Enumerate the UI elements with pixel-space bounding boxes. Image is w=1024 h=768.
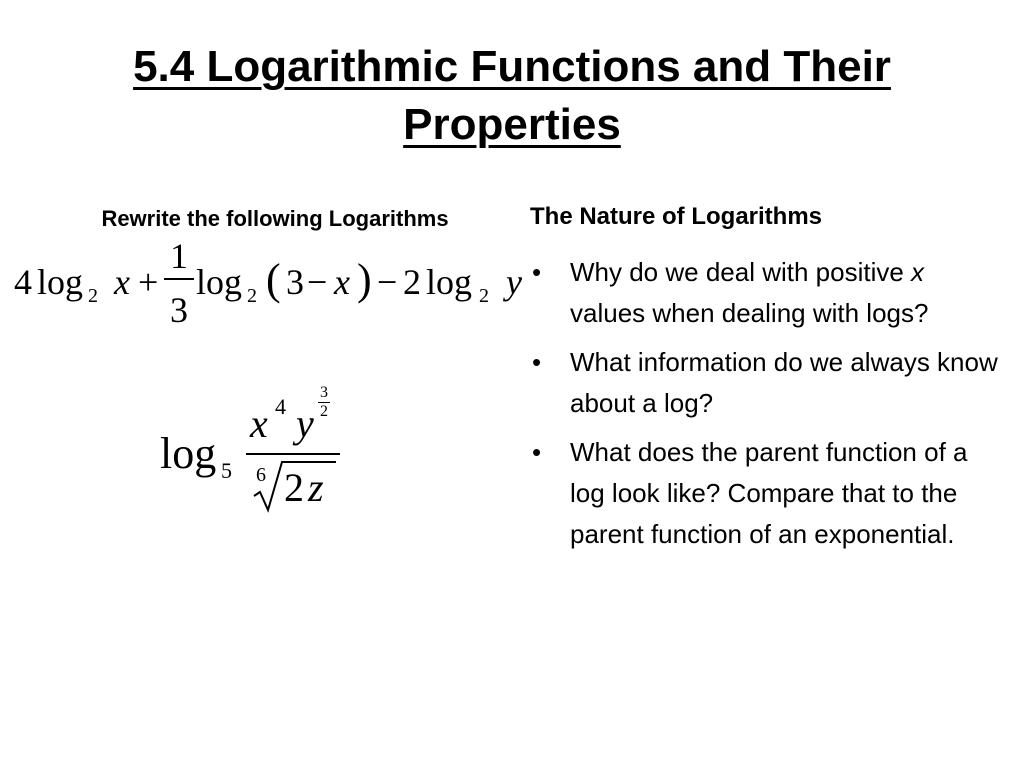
bullet-dot-icon: • (532, 257, 542, 287)
bullet-item (530, 342, 1000, 424)
expr1-base-2: 2 (247, 285, 257, 307)
bullet-text-pre: What does the parent function of a log look like? Compare that to the parent function of an exponential. (570, 437, 968, 549)
bullet-list (530, 252, 1000, 563)
bullet-item (530, 252, 1000, 334)
expr2-radicand-var: z (308, 465, 324, 510)
expr2-fraction-bar (246, 453, 340, 455)
bullet-dot-icon: • (532, 437, 542, 467)
expr2-num-y: y (296, 401, 314, 446)
expr1-var-y: y (506, 262, 522, 302)
expr2-root-index: 6 (256, 464, 266, 486)
bullet-text-pre: Why do we deal with positive (570, 257, 912, 287)
expr2-y-exp-denominator: 2 (320, 403, 328, 420)
expr1-three: 3 (286, 262, 304, 302)
expr1-var-x: x (114, 262, 130, 302)
expr1-coef-4: 4 (14, 262, 32, 302)
expr2-y-exp-numerator: 3 (320, 384, 328, 401)
expr1-base-3: 2 (479, 285, 489, 307)
expr1-log-1: log (37, 262, 84, 302)
expr1-paren-close: ) (357, 255, 372, 304)
expr2-log: log (160, 429, 217, 478)
bullet-text-pre: What information do we always know about a log? (570, 347, 998, 418)
expr1-log-3: log (426, 262, 473, 302)
expr1-paren-open: ( (266, 255, 281, 304)
expr1-plus: + (138, 262, 159, 302)
expr1-log-2: log (196, 262, 243, 302)
expr2-num-x-exponent: 4 (275, 394, 286, 419)
expr1-coef-2: 2 (403, 262, 421, 302)
bullet-dot-icon: • (532, 347, 542, 377)
expr1-frac-numerator: 1 (170, 236, 188, 276)
expr2-base: 5 (221, 458, 232, 483)
bullet-text-italic: x (911, 257, 925, 287)
expr1-frac-denominator: 3 (170, 290, 188, 330)
bullet-text-post: values when dealing with logs? (570, 298, 929, 328)
left-heading: Rewrite the following Logarithms (101, 206, 449, 231)
slide-title (60, 38, 964, 154)
expr1-var-x-2: x (334, 262, 350, 302)
expr2-radicand-coef: 2 (284, 465, 304, 510)
expr2-num-x: x (250, 401, 268, 446)
expr1-fraction-bar (164, 278, 194, 280)
right-heading: The Nature of Logarithms (530, 203, 823, 230)
slide-title-text: 5.4 Logarithmic Functions and Their Properties (133, 42, 891, 149)
bullet-item (530, 432, 1000, 555)
expr1-minus-1: − (307, 262, 328, 302)
expr1-base-1: 2 (88, 285, 98, 307)
expr1-minus-2: − (377, 262, 398, 302)
